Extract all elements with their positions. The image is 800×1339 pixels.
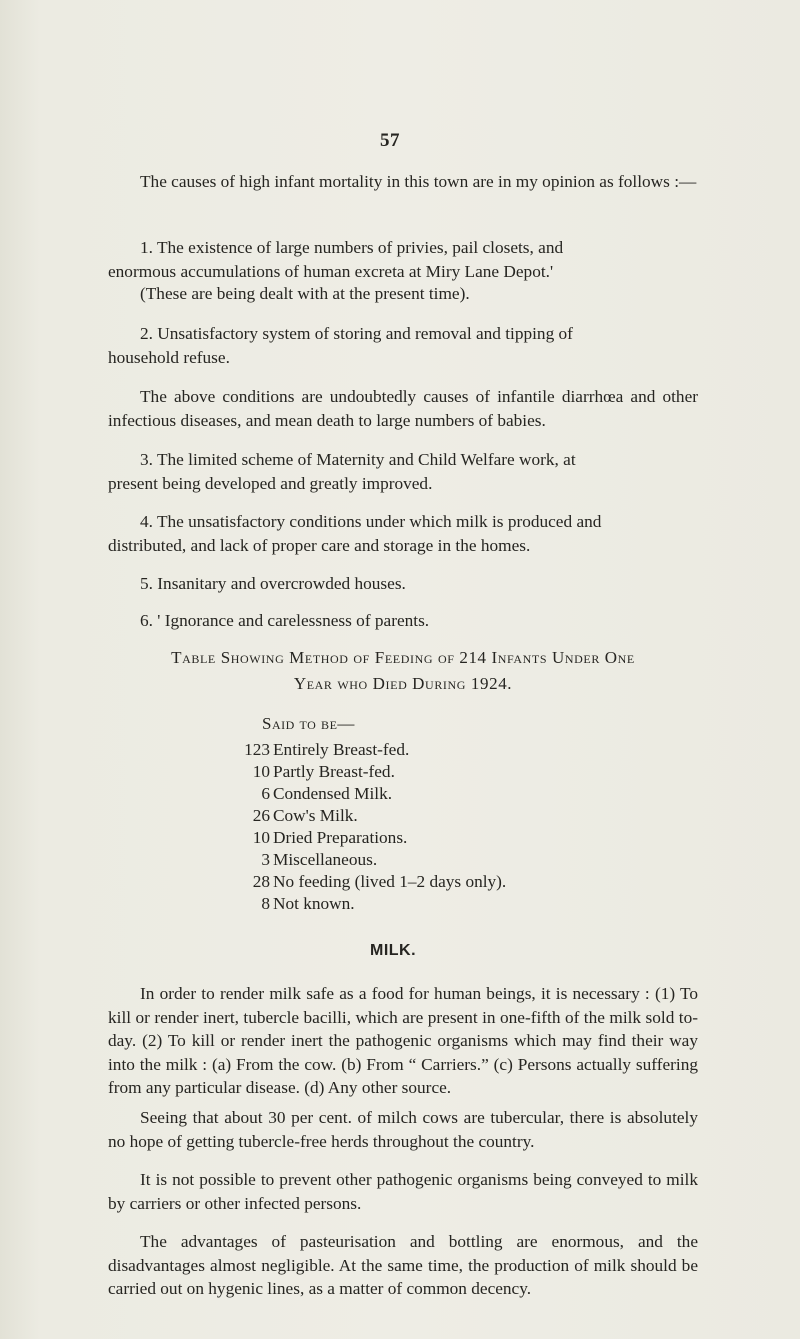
cause-2-text: Unsatisfactory system of storing and removal and tipping of — [157, 324, 573, 343]
row-count: 28 — [252, 872, 270, 891]
row-count: 6 — [261, 784, 270, 803]
remark-paragraph: The above conditions are undoubtedly causes of infantile diarrhœa and other infectious diseases, and mean death to large numbers of babies. — [108, 387, 698, 430]
row-method: Entirely Breast-fed. — [273, 740, 410, 759]
table-row — [0, 762, 540, 784]
cause-item-6 — [140, 609, 698, 633]
row-method: Not known. — [273, 894, 355, 913]
table-row — [0, 894, 540, 916]
row-count: 123 — [244, 740, 270, 759]
cause-1-note: (These are being dealt with at the present time). — [140, 284, 470, 303]
cause-5-number: 5. — [140, 574, 153, 593]
cause-item-5 — [140, 572, 698, 596]
table-title — [108, 645, 698, 697]
page-number: 57 — [380, 130, 400, 151]
cause-1-text: The existence of large numbers of privies, pail closets, and — [156, 238, 564, 257]
row-method: Partly Breast-fed. — [273, 762, 395, 781]
cause-item-2 — [108, 322, 698, 369]
cause-2-number: 2. — [140, 324, 153, 343]
table-row — [0, 850, 540, 872]
cause-4-text: The unsatisfactory conditions under which milk is produced and — [156, 512, 602, 531]
intro-paragraph: The causes of high infant mortality in this town are in my opinion as follows :— — [140, 172, 697, 191]
cause-item-3 — [108, 448, 698, 495]
row-method: Condensed Milk. — [273, 784, 393, 803]
milk-paragraph-1: In order to render milk safe as a food for human beings, it is necessary : (1) To kill or render inert, tubercle bacilli, which are present in one-fifth of the milk sold to-day. (2) To kill or render inert the pathogenic organisms which may find their way into the milk : (a) From the cow. (b) From “ Carriers.” (c) Persons actually suffering from any particular disease. (d) Any other source. — [108, 984, 698, 1097]
cause-3-continuation: present being developed and greatly improved. — [108, 473, 433, 493]
row-count: 26 — [252, 806, 270, 825]
table-row — [0, 828, 540, 850]
cause-1-number: 1. — [140, 238, 153, 257]
milk-paragraph-4: The advantages of pasteurisation and bottling are enormous, and the disadvantages almost negligible. At the same time, the production of milk should be carried out on hygenic lines, as a matter of common decency. — [108, 1232, 698, 1298]
milk-paragraph-2: Seeing that about 30 per cent. of milch cows are tubercular, there is absolutely no hope of getting tubercle-free herds throughout the country. — [108, 1108, 698, 1151]
row-count: 10 — [252, 762, 270, 781]
cause-3-text: The limited scheme of Maternity and Child Welfare work, at — [156, 450, 576, 469]
cause-5-text: Insanitary and overcrowded houses. — [157, 574, 406, 593]
milk-paragraph-3: It is not possible to prevent other pathogenic organisms being conveyed to milk by carriers or other infected persons. — [108, 1170, 698, 1213]
cause-6-text: ' Ignorance and carelessness of parents. — [157, 611, 430, 630]
milk-heading: MILK. — [370, 942, 417, 959]
table-row — [0, 784, 540, 806]
cause-4-number: 4. — [140, 512, 153, 531]
cause-4-continuation: distributed, and lack of proper care and storage in the homes. — [108, 535, 531, 555]
cause-6-number: 6. — [140, 611, 153, 630]
cause-1-continuation: enormous accumulations of human excreta at Miry Lane Depot.' — [108, 261, 554, 281]
said-to-be-heading: Said to be— — [262, 714, 355, 733]
row-count: 3 — [261, 850, 270, 869]
row-method: Cow's Milk. — [273, 806, 358, 825]
table-row — [0, 740, 540, 762]
table-row — [0, 872, 540, 894]
cause-item-4 — [108, 510, 698, 557]
row-method: Miscellaneous. — [273, 850, 378, 869]
row-method: No feeding (lived 1–2 days only). — [273, 872, 507, 891]
cause-3-number: 3. — [140, 450, 153, 469]
cause-2-continuation: household refuse. — [108, 347, 230, 367]
row-count: 8 — [261, 894, 270, 913]
table-title-line-1: Table Showing Method of Feeding of 214 Infants Under One — [171, 648, 635, 667]
row-count: 10 — [252, 828, 270, 847]
table-row — [0, 806, 540, 828]
row-method: Dried Preparations. — [273, 828, 408, 847]
cause-item-1 — [108, 236, 698, 283]
table-title-line-2: Year who Died During 1924. — [293, 674, 513, 693]
